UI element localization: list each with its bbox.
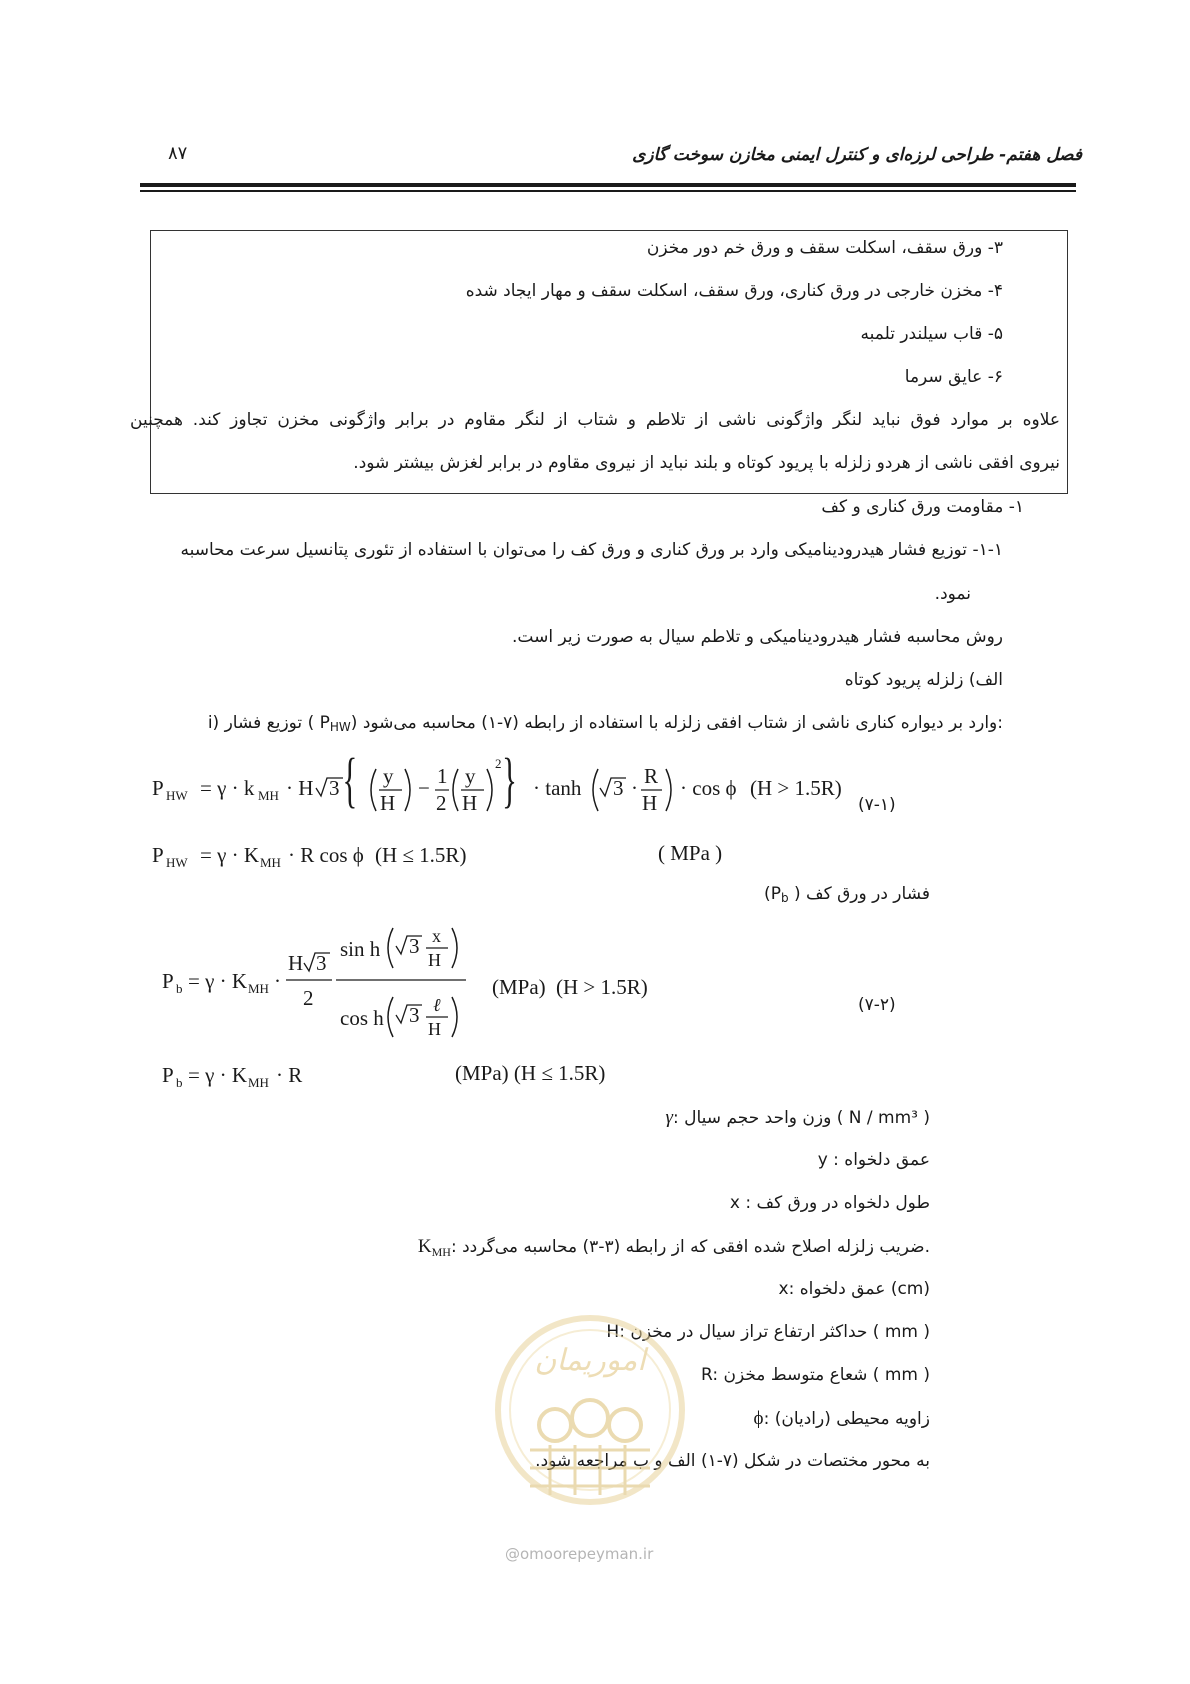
def-gamma: γ: وزن واحد حجم سیال ( N / mm³ ) bbox=[665, 1107, 930, 1128]
svg-text:R: R bbox=[644, 764, 659, 788]
svg-text:· R cos ϕ: · R cos ϕ bbox=[288, 843, 364, 867]
svg-text:cos h: cos h bbox=[340, 1006, 384, 1030]
item-i-text: i) توزیع فشار ( PHW) وارد بر دیواره کناری ناشی از شتاب افقی زلزله با استفاده از رابطه (۷-۱) محاسبه می‌شود: bbox=[207, 713, 1003, 734]
svg-text:3: 3 bbox=[409, 1003, 420, 1027]
svg-text:3: 3 bbox=[613, 776, 624, 800]
section-1-1-line1: ۱-۱- توزیع فشار هیدرودینامیکی وارد بر ورق کناری و ورق کف را می‌توان با استفاده از تئوری پتانسیل سرعت محاسبه bbox=[180, 540, 1003, 560]
svg-text:MH: MH bbox=[248, 1075, 269, 1090]
box-item-4: ۴- مخزن خارجی در ورق کناری، ورق سقف، اسکلت سقف و مهار ایجاد شده bbox=[465, 281, 1003, 301]
svg-text:3: 3 bbox=[329, 776, 340, 800]
svg-text:H: H bbox=[428, 1019, 441, 1039]
svg-text:H: H bbox=[288, 951, 304, 975]
svg-text:(H ≤ 1.5R): (H ≤ 1.5R) bbox=[375, 843, 467, 867]
svg-text:MH: MH bbox=[258, 788, 279, 803]
svg-text:3: 3 bbox=[316, 951, 327, 975]
svg-text:P: P bbox=[152, 776, 164, 800]
chapter-title: فصل هفتم- طراحی لرزه‌ای و کنترل ایمنی مخازن سوخت گازی bbox=[632, 145, 1082, 165]
watermark-text: اموریمان bbox=[534, 1343, 646, 1378]
watermark-url: @omoorepeyman.ir bbox=[505, 1545, 654, 1563]
equation-7-2-number: (۷-۲) bbox=[858, 995, 896, 1015]
equation-7-2-b bbox=[160, 1058, 320, 1092]
svg-text:−: − bbox=[418, 776, 430, 800]
svg-text:= γ · k: = γ · k bbox=[200, 776, 255, 800]
equation-7-2-condition: (H > 1.5R) bbox=[556, 975, 648, 999]
svg-text:MH: MH bbox=[248, 981, 269, 996]
box-item-5: ۵- قاب سیلندر تلمبه bbox=[860, 324, 1003, 344]
svg-text:H: H bbox=[428, 950, 441, 970]
svg-text:= γ · K: = γ · K bbox=[188, 969, 248, 993]
box-paragraph-line2: نیروی افقی ناشی از هردو زلزله با پریود کوتاه و بلند نباید از نیروی مقاوم در برابر لغزش بیشتر شود. bbox=[353, 453, 1060, 473]
svg-text:b: b bbox=[176, 1075, 183, 1090]
svg-text:2: 2 bbox=[436, 791, 447, 815]
svg-text:b: b bbox=[176, 981, 183, 996]
svg-text:ℓ: ℓ bbox=[433, 995, 441, 1015]
box-item-3: ۳- ورق سقف، اسکلت سقف و ورق خم دور مخزن bbox=[646, 238, 1003, 258]
svg-text:HW: HW bbox=[166, 855, 188, 870]
svg-text:·: · bbox=[631, 776, 638, 800]
svg-text:y: y bbox=[465, 764, 476, 788]
svg-text:x: x bbox=[432, 926, 441, 946]
header-rule-thin bbox=[140, 190, 1076, 192]
svg-text:= γ · K: = γ · K bbox=[188, 1063, 248, 1087]
svg-text:(H > 1.5R): (H > 1.5R) bbox=[750, 776, 842, 800]
box-paragraph-line1: علاوه بر موارد فوق نباید لنگر واژگونی ناشی از تلاطم و شتاب از لنگر مقاوم در برابر واژگونی مخزن تجاوز کند. همچنین bbox=[130, 410, 1060, 430]
equation-7-2-b-rest: (MPa) (H ≤ 1.5R) bbox=[455, 1061, 606, 1085]
equation-7-1-number: (۷-۱) bbox=[858, 795, 896, 815]
svg-text:H: H bbox=[642, 791, 658, 815]
page-number: ۸۷ bbox=[168, 143, 188, 164]
def-axes: به محور مختصات در شکل (۷-۱) الف و ب مراجعه شود. bbox=[535, 1451, 930, 1471]
svg-text:H: H bbox=[380, 791, 396, 815]
svg-text:·: · bbox=[274, 969, 281, 993]
section-1-1-line2: نمود. bbox=[934, 584, 971, 604]
svg-text:sin h: sin h bbox=[340, 937, 381, 961]
method-text: روش محاسبه فشار هیدرودینامیکی و تلاطم سیال به صورت زیر است. bbox=[512, 627, 1003, 647]
def-phi: ϕ: زاویه محیطی (رادیان) bbox=[753, 1408, 930, 1429]
svg-text:H: H bbox=[462, 791, 478, 815]
svg-text:{: { bbox=[342, 746, 358, 815]
def-H: H: حداکثر ارتفاع تراز سیال در مخزن ( mm ) bbox=[606, 1322, 930, 1342]
floor-pressure-label: فشار در ورق کف ( Pb) bbox=[764, 884, 930, 905]
svg-text:}: } bbox=[502, 746, 517, 815]
header-rule-thick bbox=[140, 183, 1076, 187]
svg-text:2: 2 bbox=[303, 986, 314, 1010]
svg-text:· R: · R bbox=[276, 1063, 303, 1087]
equation-7-1 bbox=[150, 746, 842, 820]
section-1-heading: ۱- مقاومت ورق کناری و کف bbox=[821, 497, 1024, 517]
subsection-alef: الف) زلزله پریود کوتاه bbox=[844, 670, 1003, 690]
svg-text:= γ · K: = γ · K bbox=[200, 843, 260, 867]
svg-text:· cos ϕ: · cos ϕ bbox=[680, 776, 737, 800]
def-y: y : عمق دلخواه bbox=[817, 1150, 930, 1170]
def-R: R: شعاع متوسط مخزن ( mm ) bbox=[701, 1365, 930, 1385]
equation-7-2 bbox=[160, 918, 480, 1048]
svg-text:· tanh: · tanh bbox=[533, 776, 582, 800]
def-x-floor: x : طول دلخواه در ورق کف bbox=[729, 1193, 930, 1213]
def-x-depth: x: عمق دلخواه (cm) bbox=[778, 1279, 930, 1299]
publisher-watermark-logo bbox=[490, 1300, 690, 1540]
svg-text:HW: HW bbox=[166, 788, 188, 803]
svg-text:3: 3 bbox=[409, 934, 420, 958]
equation-7-1-b-unit: ( MPa ) bbox=[658, 841, 723, 865]
svg-text:P: P bbox=[162, 969, 174, 993]
svg-text:P: P bbox=[152, 843, 164, 867]
def-kmh: $K_{MH}$: ضریب زلزله اصلاح شده افقی که از رابطه (۳-۳) محاسبه می‌گردد. bbox=[417, 1236, 930, 1259]
equation-7-1-b bbox=[150, 838, 480, 872]
equation-7-2-unit: (MPa) bbox=[492, 975, 546, 999]
svg-text:y: y bbox=[383, 764, 394, 788]
svg-text:· H: · H bbox=[286, 776, 314, 800]
svg-text:2: 2 bbox=[495, 756, 502, 771]
svg-text:P: P bbox=[162, 1063, 174, 1087]
box-item-6: ۶- عایق سرما bbox=[904, 367, 1003, 387]
svg-text:1: 1 bbox=[437, 764, 448, 788]
svg-text:MH: MH bbox=[260, 855, 281, 870]
